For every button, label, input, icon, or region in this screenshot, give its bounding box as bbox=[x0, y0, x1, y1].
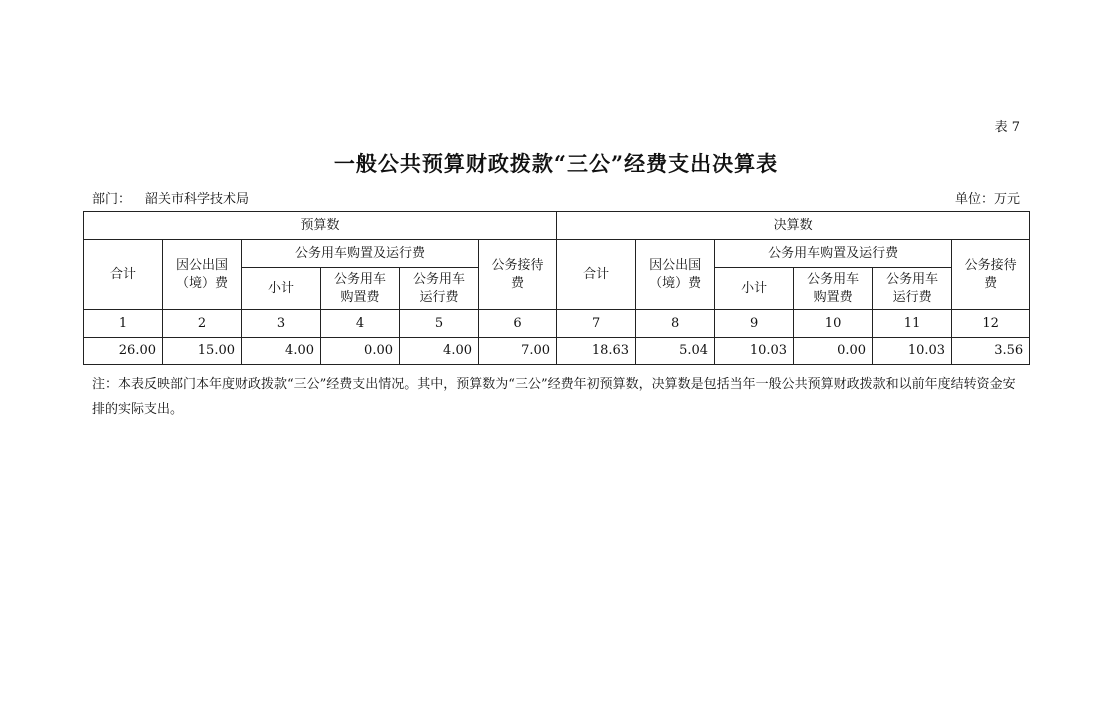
budget-total-header: 合计 bbox=[84, 240, 163, 310]
header-row-categories bbox=[84, 240, 1030, 268]
final-total-header: 合计 bbox=[557, 240, 636, 310]
footnote: 注：本表反映部门本年度财政拨款“三公”经费支出情况。其中，预算数为“三公”经费年初预算数，决算数是包括当年一般公共预算财政拨款和以前年度结转资金安排的实际支出。 bbox=[92, 377, 1016, 417]
final-subtotal-value: 10.03 bbox=[715, 338, 794, 365]
final-purchase-header: 公务用车 购置费 bbox=[794, 268, 873, 310]
column-number: 10 bbox=[794, 310, 873, 338]
final-operation-value: 10.03 bbox=[873, 338, 952, 365]
column-number: 8 bbox=[636, 310, 715, 338]
column-number: 7 bbox=[557, 310, 636, 338]
column-number: 2 bbox=[163, 310, 242, 338]
budget-vehicle-group-header: 公务用车购置及运行费 bbox=[242, 240, 479, 268]
budget-total-value: 26.00 bbox=[84, 338, 163, 365]
header-row-groups bbox=[84, 212, 1030, 240]
budget-reception-header: 公务接待 费 bbox=[479, 240, 557, 310]
page-title: 一般公共预算财政拨款“三公”经费支出决算表 bbox=[333, 151, 779, 176]
budget-abroad-value: 15.00 bbox=[163, 338, 242, 365]
budget-operation-header: 公务用车 运行费 bbox=[400, 268, 479, 310]
column-number: 5 bbox=[400, 310, 479, 338]
final-header: 决算数 bbox=[557, 212, 1030, 240]
final-abroad-value: 5.04 bbox=[636, 338, 715, 365]
column-number: 12 bbox=[952, 310, 1030, 338]
budget-operation-value: 4.00 bbox=[400, 338, 479, 365]
budget-subtotal-value: 4.00 bbox=[242, 338, 321, 365]
column-number: 11 bbox=[873, 310, 952, 338]
final-abroad-header: 因公出国 （境）费 bbox=[636, 240, 715, 310]
budget-purchase-header: 公务用车 购置费 bbox=[321, 268, 400, 310]
budget-subtotal-header: 小计 bbox=[242, 268, 321, 310]
final-purchase-value: 0.00 bbox=[794, 338, 873, 365]
column-number: 6 bbox=[479, 310, 557, 338]
expenditure-table bbox=[83, 211, 1030, 365]
column-number: 3 bbox=[242, 310, 321, 338]
final-subtotal-header: 小计 bbox=[715, 268, 794, 310]
department-line bbox=[92, 188, 249, 207]
budget-header: 预算数 bbox=[84, 212, 557, 240]
final-reception-header: 公务接待 费 bbox=[952, 240, 1030, 310]
unit-label: 单位：万元 bbox=[954, 192, 1020, 207]
column-number: 9 bbox=[715, 310, 794, 338]
department-label: 部门： bbox=[92, 192, 132, 207]
final-operation-header: 公务用车 运行费 bbox=[873, 268, 952, 310]
column-number: 4 bbox=[321, 310, 400, 338]
budget-purchase-value: 0.00 bbox=[321, 338, 400, 365]
data-row bbox=[84, 338, 1030, 365]
budget-abroad-header: 因公出国 （境）费 bbox=[163, 240, 242, 310]
final-reception-value: 3.56 bbox=[952, 338, 1030, 365]
final-vehicle-group-header: 公务用车购置及运行费 bbox=[715, 240, 952, 268]
final-total-value: 18.63 bbox=[557, 338, 636, 365]
column-number-row bbox=[84, 310, 1030, 338]
table-number: 表 7 bbox=[994, 120, 1020, 135]
budget-reception-value: 7.00 bbox=[479, 338, 557, 365]
column-number: 1 bbox=[84, 310, 163, 338]
department-name: 韶关市科学技术局 bbox=[145, 192, 250, 207]
